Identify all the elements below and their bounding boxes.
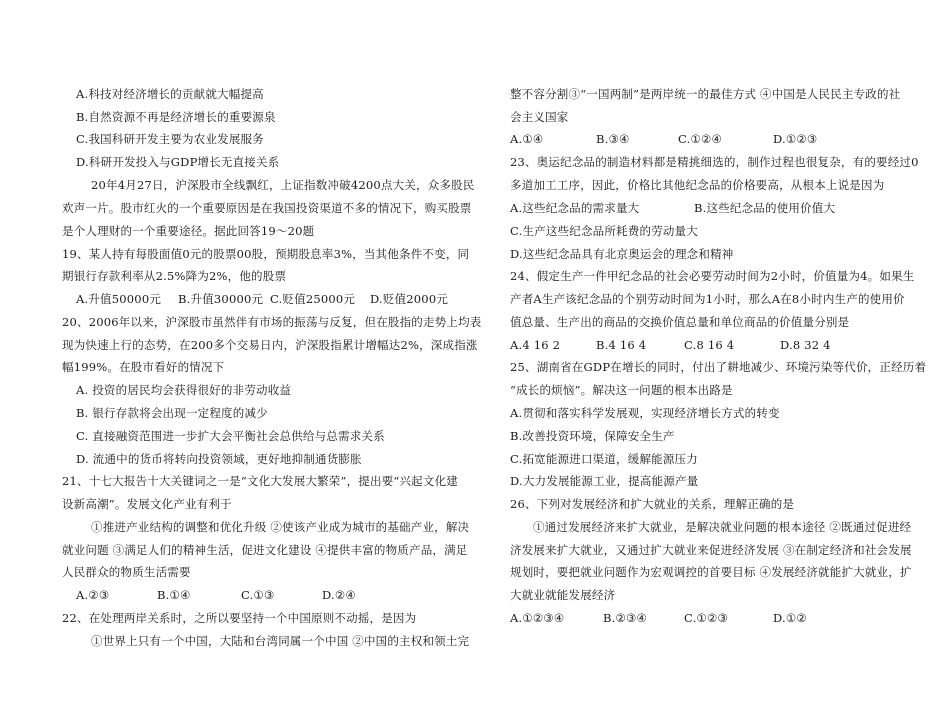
q26-option-b: B.②③④ xyxy=(603,611,648,625)
q24-stem: 24、假定生产一件甲纪念品的社会必要劳动时间为2小时，价值量为4。如果生 xyxy=(510,269,915,283)
q20-option-b: B. 银行存款将会出现一定程度的减少 xyxy=(76,406,268,420)
q25-option-b: B.改善投资环境，保障安全生产 xyxy=(510,429,675,443)
q26-statements: 规划时，要把就业问题作为宏观调控的首要目标 ④发展经济就能扩大就业，扩 xyxy=(510,565,912,579)
q21-stem: 设新高潮”。发展文化产业有利于 xyxy=(62,497,232,511)
q26-statements: 济发展来扩大就业，又通过扩大就业来促进经济发展 ③在制定经济和社会发展 xyxy=(510,543,912,557)
q18-option-c: C.我国科研开发主要为农业发展服务 xyxy=(76,132,264,146)
q26-statements: ①通过发展经济来扩大就业，是解决就业问题的根本途径 ②既通过促进经 xyxy=(533,520,912,534)
q18-option-d: D.科研开发投入与GDP增长无直接关系 xyxy=(76,155,280,169)
q25-option-d: D.大力发展能源工业，提高能源产量 xyxy=(510,474,699,488)
q20-stem: 现为快速上行的态势，在200多个交易日内，沪深股指累计增幅达2%，深成指涨 xyxy=(62,338,478,352)
q19-stem: 19、某人持有每股面值0元的股票00股，预期股息率3%，当其他条件不变，同 xyxy=(62,247,470,261)
q26-option-a: A.①②③④ xyxy=(510,611,565,625)
q23-option-c: C.生产这些纪念品所耗费的劳动量大 xyxy=(510,224,698,238)
q20-stem: 幅199%。在股市看好的情况下 xyxy=(62,360,225,374)
q26-statements: 大就业就能发展经济 xyxy=(510,588,616,602)
q24-stem: 值总量、生产出的商品的交换价值总量和单位商品的价值量分别是 xyxy=(510,315,850,329)
q21-stem: 21、十七大报告十大关键词之一是“文化大发展大繁荣”，提出要“兴起文化建 xyxy=(62,474,458,488)
q20-option-d: D. 流通中的货币将转向投资领域，更好地抑制通货膨胀 xyxy=(76,452,362,466)
q23-option-b: B.这些纪念品的使用价值大 xyxy=(694,201,836,215)
q21-statements: 人民群众的物质生活需要 xyxy=(62,565,191,579)
q20-option-c: C. 直接融资范围进一步扩大会平衡社会总供给与总需求关系 xyxy=(76,429,385,443)
q22-option-d: D.①②③ xyxy=(773,132,818,146)
q22-option-b: B.③④ xyxy=(596,132,630,146)
q20-stem: 20、2006年以来，沪深股市虽然伴有市场的振荡与反复，但在股指的走势上均表 xyxy=(62,315,482,329)
q21-option-d: D.②④ xyxy=(322,588,356,602)
q23-stem: 23、奥运纪念品的制造材料都是精挑细选的，制作过程也很复杂，有的要经过0 xyxy=(510,155,919,169)
material-text-line: 欢声一片。股市红火的一个重要原因是在我国投资渠道不多的情况下，购买股票 xyxy=(62,201,472,215)
q25-option-c: C.拓宽能源进口渠道，缓解能源压力 xyxy=(510,452,698,466)
q19-option-a: A.升值50000元 xyxy=(76,292,162,306)
q26-option-d: D.①② xyxy=(773,611,807,625)
q21-option-a: A.②③ xyxy=(76,588,110,602)
q26-option-c: C.①②③ xyxy=(684,611,728,625)
q24-option-d: D.8 32 4 xyxy=(780,338,831,352)
q21-statements: ①推进产业结构的调整和优化升级 ②使该产业成为城市的基础产业，解决 xyxy=(91,520,470,534)
q24-stem: 产者A生产该纪念品的个别劳动时间为1小时，那么A在8小时内生产的使用价 xyxy=(510,292,905,306)
q24-option-c: C.8 16 4 xyxy=(684,338,735,352)
q25-option-a: A.贯彻和落实科学发展观，实现经济增长方式的转变 xyxy=(510,406,780,420)
q19-stem: 期银行存款利率从2.5%降为2%，他的股票 xyxy=(62,269,287,283)
q22-statements: 整不容分割③“一国两制”是两岸统一的最佳方式 ④中国是人民民主专政的社 xyxy=(510,87,901,101)
q25-stem: 25、湖南省在GDP在增长的同时，付出了耕地减少、环境污染等代价，正经历着 xyxy=(510,360,927,374)
q18-option-b: B.自然资源不再是经济增长的重要源泉 xyxy=(76,110,276,124)
q26-stem: 26、下列对发展经济和扩大就业的关系，理解正确的是 xyxy=(510,497,795,511)
q23-option-a: A.这些纪念品的需求量大 xyxy=(510,201,640,215)
q22-option-c: C.①②④ xyxy=(678,132,722,146)
q19-option-b: B.升值30000元 xyxy=(178,292,264,306)
q22-option-a: A.①④ xyxy=(510,132,544,146)
q25-stem: “成长的烦恼”。解决这一问题的根本出路是 xyxy=(510,383,733,397)
q21-option-c: C.①③ xyxy=(241,588,275,602)
q19-option-d: D.贬值2000元 xyxy=(370,292,449,306)
q18-option-a: A.科技对经济增长的贡献就大幅提高 xyxy=(76,87,264,101)
q23-option-d: D.这些纪念品具有北京奥运会的理念和精神 xyxy=(510,247,734,261)
q19-option-c: C.贬值25000元 xyxy=(270,292,356,306)
q22-statements: ①世界上只有一个中国，大陆和台湾同属一个中国 ②中国的主权和领土完 xyxy=(91,634,470,648)
q21-statements: 就业问题 ③满足人们的精神生活，促进文化建设 ④提供丰富的物质产品，满足 xyxy=(62,543,468,557)
q21-option-b: B.①④ xyxy=(157,588,191,602)
material-text-line: 20年4月27日，沪深股市全线飘红，上证指数冲破4200点大关，众多股民 xyxy=(91,178,475,192)
q22-stem: 22、在处理两岸关系时，之所以要坚持一个中国原则不动摇，是因为 xyxy=(62,611,417,625)
q22-statements: 会主义国家 xyxy=(510,110,569,124)
q24-option-a: A.4 16 2 xyxy=(510,338,561,352)
material-text-line: 是个人理财的一个重要途径。据此回答19～20题 xyxy=(62,224,315,238)
q24-option-b: B.4 16 4 xyxy=(596,338,647,352)
q23-stem: 多道加工工序，因此，价格比其他纪念品的价格要高，从根本上说是因为 xyxy=(510,178,885,192)
q20-option-a: A. 投资的居民均会获得很好的非劳动收益 xyxy=(76,383,292,397)
